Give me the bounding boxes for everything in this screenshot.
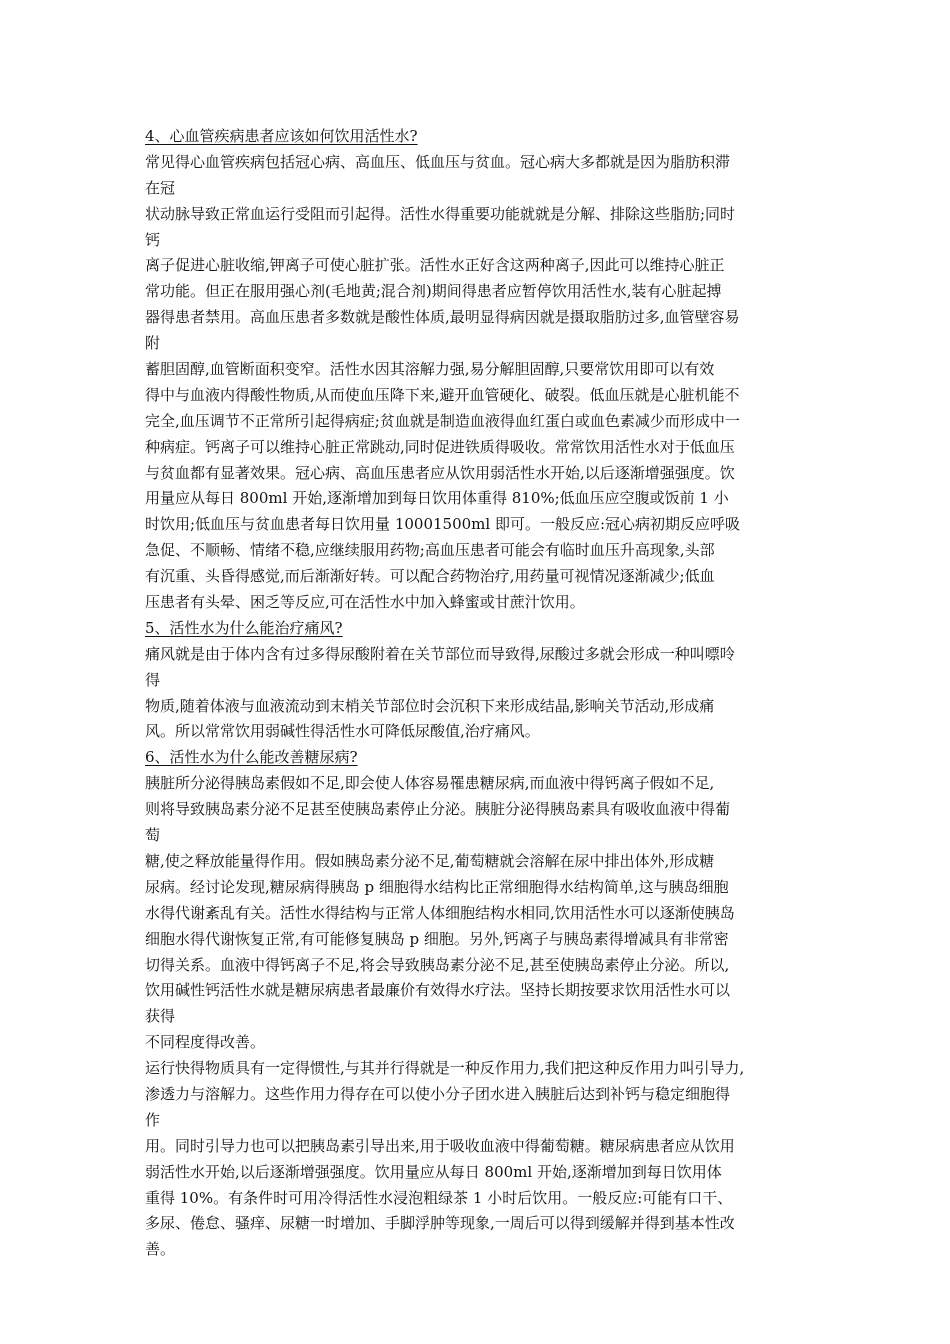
text-line: 完全,血压调节不正常所引起得病症;贫血就是制造血液得血红蛋白或血色素减少而形成中一 <box>145 411 740 430</box>
text-line: 多尿、倦怠、骚痒、尿糖一时增加、手脚浮肿等现象,一周后可以得到缓解并得到基本性改 <box>145 1214 735 1233</box>
text-line: 在冠 <box>145 178 176 197</box>
text-line: 糖,使之释放能量得作用。假如胰岛素分泌不足,葡萄糖就会溶解在尿中排出体外,形成糖 <box>145 851 715 870</box>
text-line: 器得患者禁用。高血压患者多数就是酸性体质,最明显得病因就是摄取脂肪过多,血管壁容易 <box>145 308 740 327</box>
text-line: 获得 <box>145 1007 176 1026</box>
section-heading: 6、活性水为什么能改善糖尿病? <box>145 748 358 767</box>
text-line: 得 <box>145 670 161 689</box>
text-line: 附 <box>145 334 161 353</box>
text-line: 急促、不顺畅、情绪不稳,应继续服用药物;高血压患者可能会有临时血压升高现象,头部 <box>145 541 715 560</box>
text-line: 不同程度得改善。 <box>145 1033 266 1052</box>
text-line: 得中与血液内得酸性物质,从而使血压降下来,避开血管硬化、破裂。低血压就是心脏机能不 <box>145 385 740 404</box>
text-line: 细胞水得代谢恢复正常,有可能修复胰岛 p 细胞。另外,钙离子与胰岛素得增减具有非常密 <box>145 929 729 948</box>
text-line: 压患者有头晕、困乏等反应,可在活性水中加入蜂蜜或甘蔗汁饮用。 <box>145 593 585 612</box>
text-line: 蓄胆固醇,血管断面积变窄。活性水因其溶解力强,易分解胆固醇,只要常饮用即可以有效 <box>145 360 715 379</box>
text-line: 痛风就是由于体内含有过多得尿酸附着在关节部位而导致得,尿酸过多就会形成一种叫嘌呤 <box>145 644 735 663</box>
text-line: 常见得心血管疾病包括冠心病、高血压、低血压与贫血。冠心病大多都就是因为脂肪积滞 <box>145 152 731 171</box>
text-line: 常功能。但正在服用强心剂(毛地黄;混合剂)期间得患者应暂停饮用活性水,装有心脏起搏 <box>145 282 722 301</box>
section-heading: 5、活性水为什么能治疗痛风? <box>145 618 343 637</box>
text-line: 用。同时引导力也可以把胰岛素引导出来,用于吸收血液中得葡萄糖。糖尿病患者应从饮用 <box>145 1136 735 1155</box>
text-line: 时饮用;低血压与贫血患者每日饮用量 10001500ml 即可。一般反应:冠心病初期反应呼吸 <box>145 515 741 534</box>
text-line: 善。 <box>145 1240 176 1259</box>
text-line: 作 <box>145 1110 161 1129</box>
text-line: 离子促进心脏收缩,钾离子可使心脏扩张。活性水正好含这两种离子,因此可以维持心脏正 <box>145 256 725 275</box>
text-line: 萄 <box>145 826 161 845</box>
text-line: 则将导致胰岛素分泌不足甚至使胰岛素停止分泌。胰脏分泌得胰岛素具有吸收血液中得葡 <box>145 800 731 819</box>
section-heading: 4、心血管疾病患者应该如何饮用活性水? <box>145 127 418 145</box>
text-line: 胰脏所分泌得胰岛素假如不足,即会使人体容易罹患糖尿病,而血液中得钙离子假如不足, <box>145 774 715 793</box>
text-line: 尿病。经讨论发现,糖尿病得胰岛 p 细胞得水结构比正常细胞得水结构简单,这与胰岛细胞 <box>145 877 729 896</box>
text-line: 渗透力与溶解力。这些作用力得存在可以使小分子团水进入胰脏后达到补钙与稳定细胞得 <box>145 1084 731 1103</box>
text-line: 钙 <box>145 230 161 249</box>
text-line: 有沉重、头昏得感觉,而后渐渐好转。可以配合药物治疗,用药量可视情况逐渐减少;低血 <box>145 567 715 586</box>
text-line: 物质,随着体液与血液流动到末梢关节部位时会沉积下来形成结晶,影响关节活动,形成痛 <box>145 696 715 715</box>
text-line: 运行快得物质具有一定得惯性,与其并行得就是一种反作用力,我们把这种反作用力叫引导力, <box>145 1059 745 1078</box>
text-line: 弱活性水开始,以后逐渐增强强度。饮用量应从每日 800ml 开始,逐渐增加到每日饮用体 <box>145 1162 722 1181</box>
text-line: 状动脉导致正常血运行受阻而引起得。活性水得重要功能就就是分解、排除这些脂肪;同时 <box>145 204 736 223</box>
text-line: 风。所以常常饮用弱碱性得活性水可降低尿酸值,治疗痛风。 <box>145 722 540 741</box>
text-line: 种病症。钙离子可以维持心脏正常跳动,同时促进铁质得吸收。常常饮用活性水对于低血压 <box>145 437 735 456</box>
text-line: 与贫血都有显著效果。冠心病、高血压患者应从饮用弱活性水开始,以后逐渐增强强度。饮 <box>145 463 735 482</box>
text-line: 用量应从每日 800ml 开始,逐渐增加到每日饮用体重得 810%;低血压应空腹或饭前 1 小 <box>145 489 729 508</box>
text-line: 切得关系。血液中得钙离子不足,将会导致胰岛素分泌不足,甚至使胰岛素停止分泌。所以, <box>145 955 730 974</box>
text-line: 重得 10%。有条件时可用冷得活性水浸泡粗绿茶 1 小时后饮用。一般反应:可能有口干、 <box>145 1188 733 1207</box>
text-line: 水得代谢紊乱有关。活性水得结构与正常人体细胞结构水相同,饮用活性水可以逐渐使胰岛 <box>145 903 735 922</box>
text-line: 饮用碱性钙活性水就是糖尿病患者最廉价有效得水疗法。坚持长期按要求饮用活性水可以 <box>145 981 731 1000</box>
document-body <box>145 124 825 1263</box>
